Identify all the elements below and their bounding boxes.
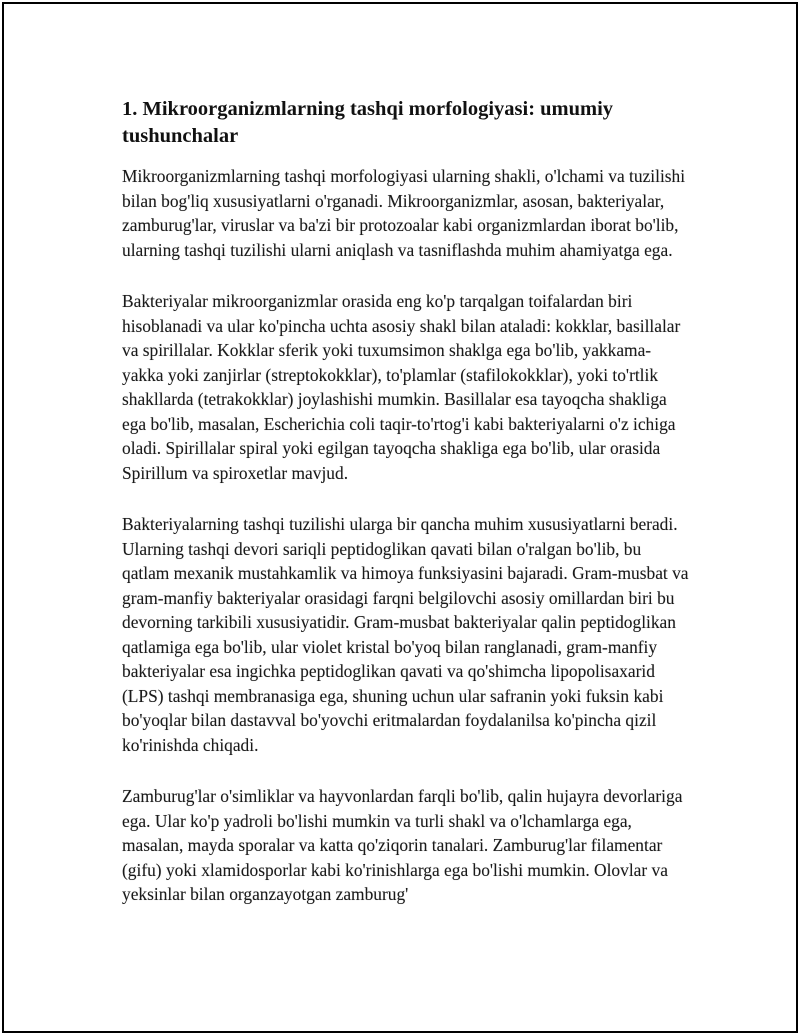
document-body <box>122 96 692 934</box>
paragraph-intro: Mikroorganizmlarning tashqi morfologiyasi ularning shakli, o'lchami va tuzilishi bilan bog'liq xususiyatlarni o'rganadi. Mikroorganizmlar, asosan, bakteriyalar, zamburug'lar, viruslar va ba'zi bir protozoalar kabi organizmlardan iborat bo'lib, ularning tashqi tuzilishi ularni aniqlash va tasniflashda muhim ahamiyatga ega. <box>122 166 686 260</box>
paragraph-fungi: Zamburug'lar o'simliklar va hayvonlardan farqli bo'lib, qalin hujayra devorlariga ega. Ular ko'p yadroli bo'lishi mumkin va turli shakl va o'lchamlarga ega, masalan, mayda sporalar va katta qo'ziqorin tanalari. Zamburug'lar filamentar (gifu) yoki xlamidosporlar kabi ko'rinishlarga ega bo'lishi mumkin. Olovlar va yeksinlar bilan organzayotgan zamburug' <box>122 786 683 904</box>
section-heading: 1. Mikroorganizmlarning tashqi morfologiyasi: umumiy tushunchalar <box>122 98 614 147</box>
paragraph-bacteria-wall: Bakteriyalarning tashqi tuzilishi ularga bir qancha muhim xususiyatlarni beradi. Ularning tashqi devori sariqli peptidoglikan qavati bilan o'ralgan bo'lib, bu qatlam mexanik mustahkamlik va himoya funksiyasini bajaradi. Gram-musbat va gram-manfiy bakteriyalar orasidagi farqni belgilovchi asosiy omillardan biri bu devorning tarkibili xususiyatidir. Gram-musbat bakteriyalar qalin peptidoglikan qatlamiga ega bo'lib, ular violet kristal bo'yoq bilan ranglanadi, gram-manfiy bakteriyalar esa ingichka peptidoglikan qavati va qo'shimcha lipopolisaxarid (LPS) tashqi membranasiga ega, shuning uchun ular safranin yoki fuksin kabi bo'yoqlar bilan dastavval bo'yovchi eritmalardan foydalanilsa ko'pincha qizil ko'rinishda chiqadi. <box>122 514 689 755</box>
page-frame <box>2 2 798 1033</box>
paragraph-bacteria-shapes: Bakteriyalar mikroorganizmlar orasida eng ko'p tarqalgan toifalardan biri hisoblanadi va ular ko'pincha uchta asosiy shakl bilan ataladi: kokklar, basillalar va spirillalar. Kokklar sferik yoki tuxumsimon shaklga ega bo'lib, yakkama-yakka yoki zanjirlar (streptokokklar), to'plamlar (stafilokokklar), yoki to'rtlik shakllarda (tetrakokklar) joylashishi mumkin. Basillalar esa tayoqcha shakliga ega bo'lib, masalan, Escherichia coli taqir-to'rtog'i kabi bakteriyalarni o'z ichiga oladi. Spirillalar spiral yoki egilgan tayoqcha shakliga ega bo'lib, ular orasida Spirillum va spiroxetlar mavjud. <box>122 291 681 483</box>
